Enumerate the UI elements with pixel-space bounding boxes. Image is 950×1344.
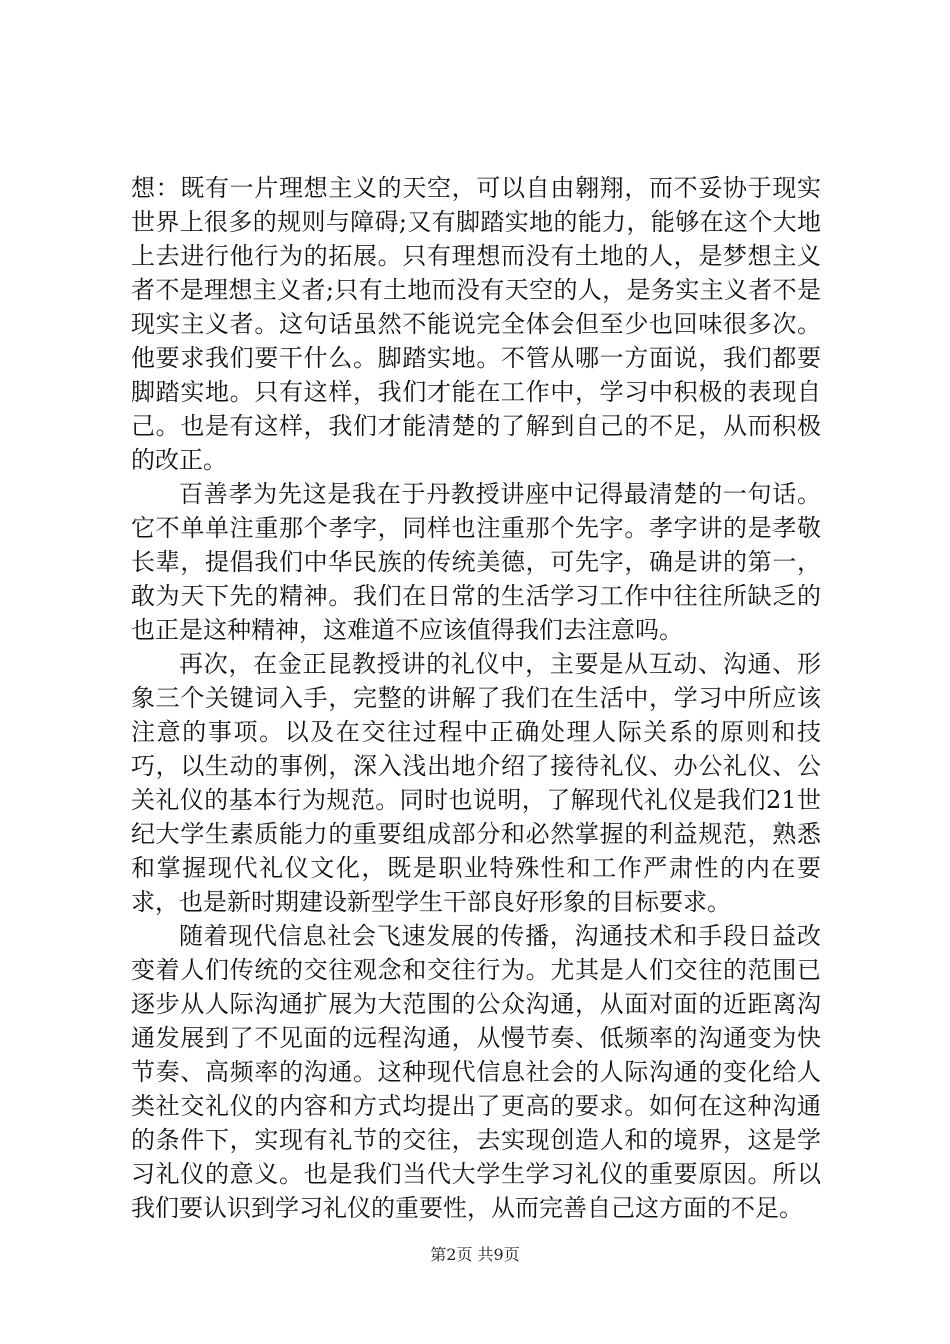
paragraph-1: 想：既有一片理想主义的天空，可以自由翱翔，而不妥协于现实世界上很多的规则与障碍;又有脚踏实地的能力，能够在这个大地上去进行他行为的拓展。只有理想而没有土地的人，是梦想主义者不是理想主义者;只有土地而没有天空的人，是务实主义者不是现实主义者。这句话虽然不能说完全体会但至少也回味很多次。他要求我们要干什么。脚踏实地。不管从哪一方面说，我们都要脚踏实地。只有这样，我们才能在工作中，学习中积极的表现自己。也是有这样，我们才能清楚的了解到自己的不足，从而积极的改正。 — [131, 174, 821, 474]
paragraph-4: 随着现代信息社会飞速发展的传播，沟通技术和手段日益改变着人们传统的交往观念和交往行为。尤其是人们交往的范围已逐步从人际沟通扩展为大范围的公众沟通，从面对面的近距离沟通发展到了不见面的远程沟通，从慢节奏、低频率的沟通变为快节奏、高频率的沟通。这种现代信息社会的人际沟通的变化给人类社交礼仪的内容和方式均提出了更高的要求。如何在这种沟通的条件下，实现有礼节的交往，去实现创造人和的境界，这是学习礼仪的意义。也是我们当代大学生学习礼仪的重要原因。所以我们要认识到学习礼仪的重要性，从而完善自己这方面的不足。 — [131, 922, 821, 1222]
paragraph-2: 百善孝为先这是我在于丹教授讲座中记得最清楚的一句话。它不单单注重那个孝字，同样也注重那个先字。孝字讲的是孝敬长辈，提倡我们中华民族的传统美德，可先字，确是讲的第一，敢为天下先的精神。我们在日常的生活学习工作中往往所缺乏的也正是这种精神，这难道不应该值得我们去注意吗。 — [131, 480, 821, 644]
document-body — [131, 171, 821, 1225]
paragraph-3: 再次，在金正昆教授讲的礼仪中，主要是从互动、沟通、形象三个关键词入手，完整的讲解了我们在生活中，学习中所应该注意的事项。以及在交往过程中正确处理人际关系的原则和技巧，以生动的事例，深入浅出地介绍了接待礼仪、办公礼仪、公关礼仪的基本行为规范。同时也说明，了解现代礼仪是我们21世纪大学生素质能力的重要组成部分和必然掌握的利益规范，熟悉和掌握现代礼仪文化，既是职业特殊性和工作严肃性的内在要求，也是新时期建设新型学生干部良好形象的目标要求。 — [131, 650, 821, 916]
page-number-footer: 第2页 共9页 — [430, 1245, 520, 1264]
